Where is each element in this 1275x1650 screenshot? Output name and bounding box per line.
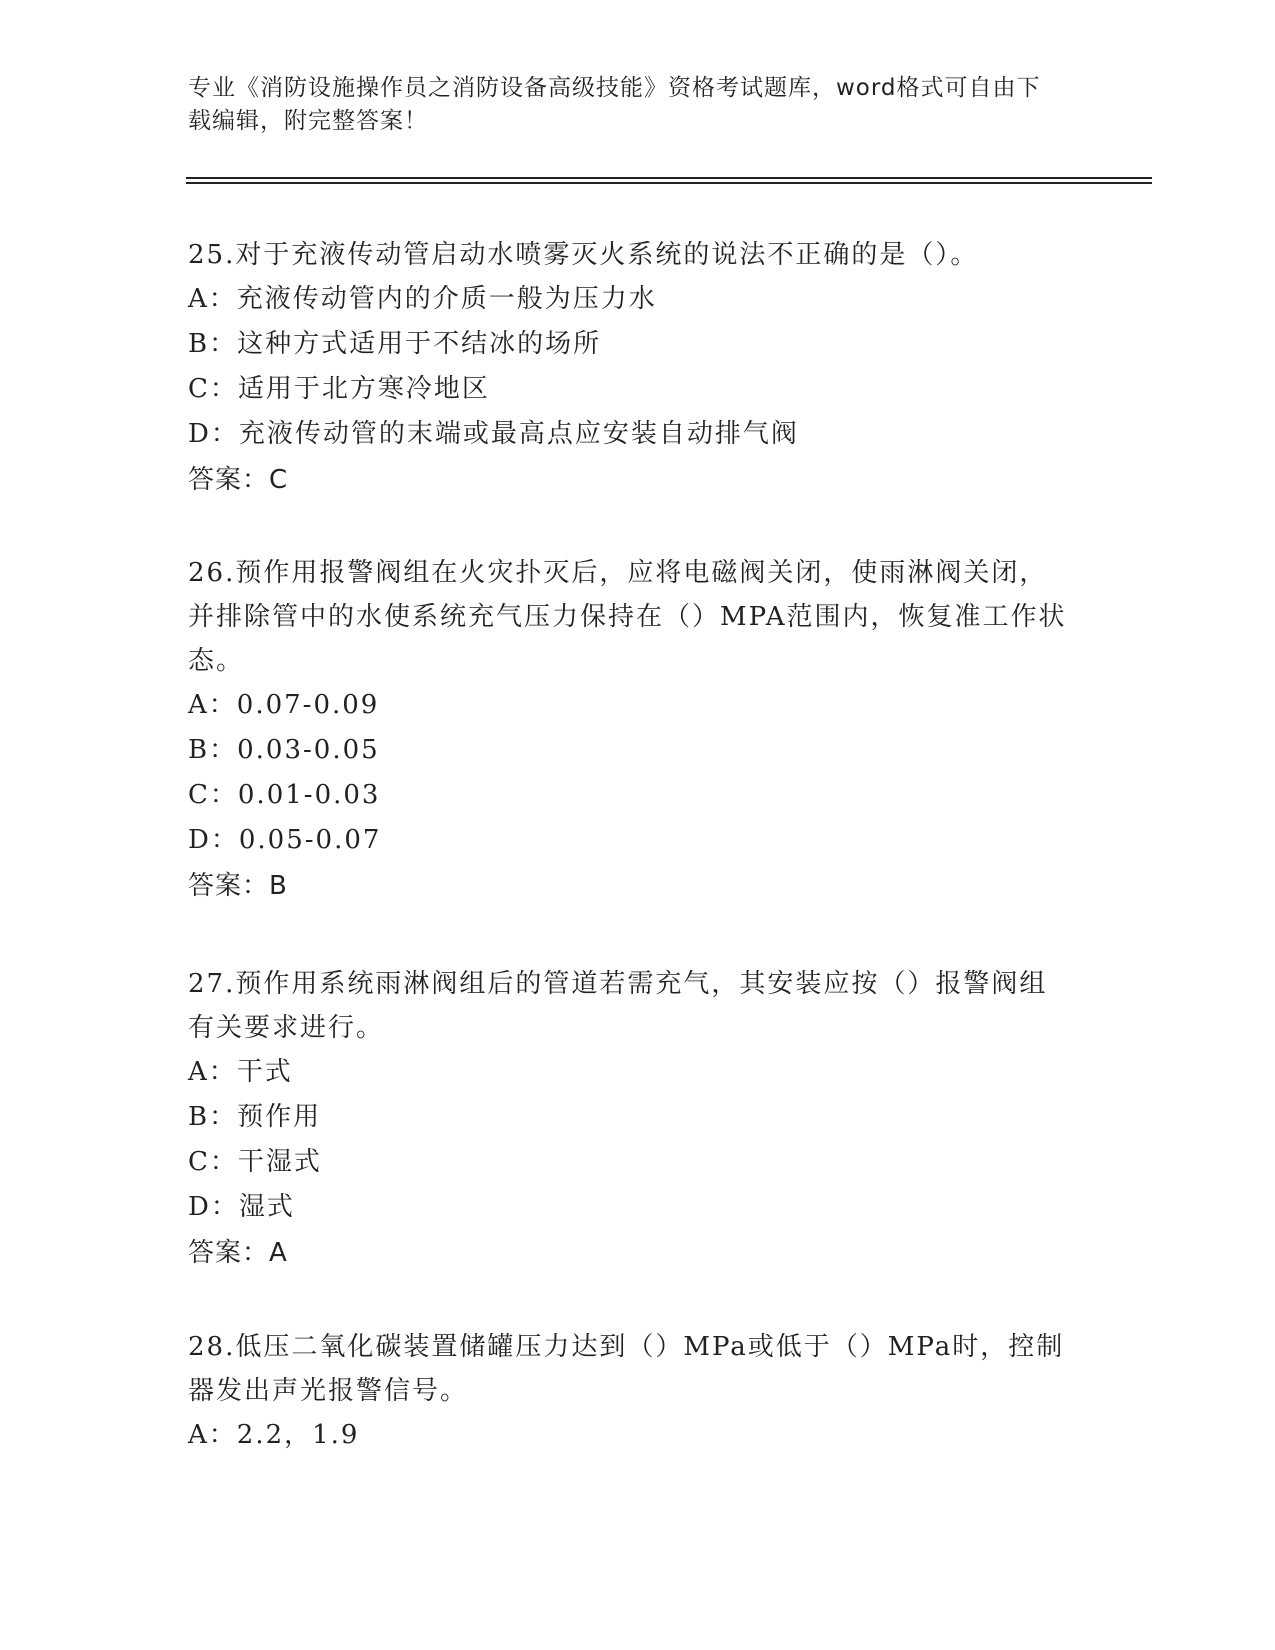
option-a: A：干式 <box>188 1057 293 1087</box>
header-line-1: 专业《消防设施操作员之消防设备高级技能》资格考试题库，word格式可自由下 <box>188 75 1041 101</box>
answer: 答案：B <box>188 871 288 901</box>
option-b: B：0.03-0.05 <box>188 735 380 765</box>
option-a: A：0.07-0.09 <box>188 690 380 720</box>
option-b: B：这种方式适用于不结冰的场所 <box>188 329 602 359</box>
option-b: B：预作用 <box>188 1102 322 1132</box>
question-stem-line: 25.对于充液传动管启动水喷雾灭火系统的说法不正确的是（）。 <box>188 240 979 270</box>
question-27 <box>188 962 1088 1276</box>
answer: 答案：A <box>188 1238 288 1268</box>
question-stem-line: 器发出声光报警信号。 <box>188 1376 469 1406</box>
question-stem-line: 并排除管中的水使系统充气压力保持在（）MPA范围内，恢复准工作状 <box>188 602 1067 632</box>
option-a: A：充液传动管内的介质一般为压力水 <box>188 284 657 314</box>
option-d: D：0.05-0.07 <box>188 825 382 855</box>
question-28 <box>188 1325 1088 1458</box>
option-c: C：干湿式 <box>188 1147 322 1177</box>
question-stem-line: 27.预作用系统雨淋阀组后的管道若需充气，其安装应按（）报警阀组 <box>188 969 1048 999</box>
option-c: C：0.01-0.03 <box>188 780 381 810</box>
question-26 <box>188 551 1088 909</box>
header-divider-bottom <box>186 182 1152 184</box>
question-stem-line: 28.低压二氧化碳装置储罐压力达到（）MPa或低于（）MPa时，控制 <box>188 1332 1065 1362</box>
answer: 答案：C <box>188 465 289 495</box>
question-stem-line: 态。 <box>188 646 245 676</box>
question-stem-line: 有关要求进行。 <box>188 1013 385 1043</box>
header-line-2: 载编辑，附完整答案！ <box>188 108 428 134</box>
document-header <box>188 72 1068 138</box>
question-25 <box>188 233 1088 503</box>
option-d: D：充液传动管的末端或最高点应安装自动排气阀 <box>188 419 799 449</box>
question-stem-line: 26.预作用报警阀组在火灾扑灭后，应将电磁阀关闭，使雨淋阀关闭， <box>188 558 1048 588</box>
option-c: C：适用于北方寒冷地区 <box>188 374 490 404</box>
option-d: D：湿式 <box>188 1192 295 1222</box>
option-a: A：2.2，1.9 <box>188 1420 360 1450</box>
header-divider-top <box>186 177 1152 179</box>
